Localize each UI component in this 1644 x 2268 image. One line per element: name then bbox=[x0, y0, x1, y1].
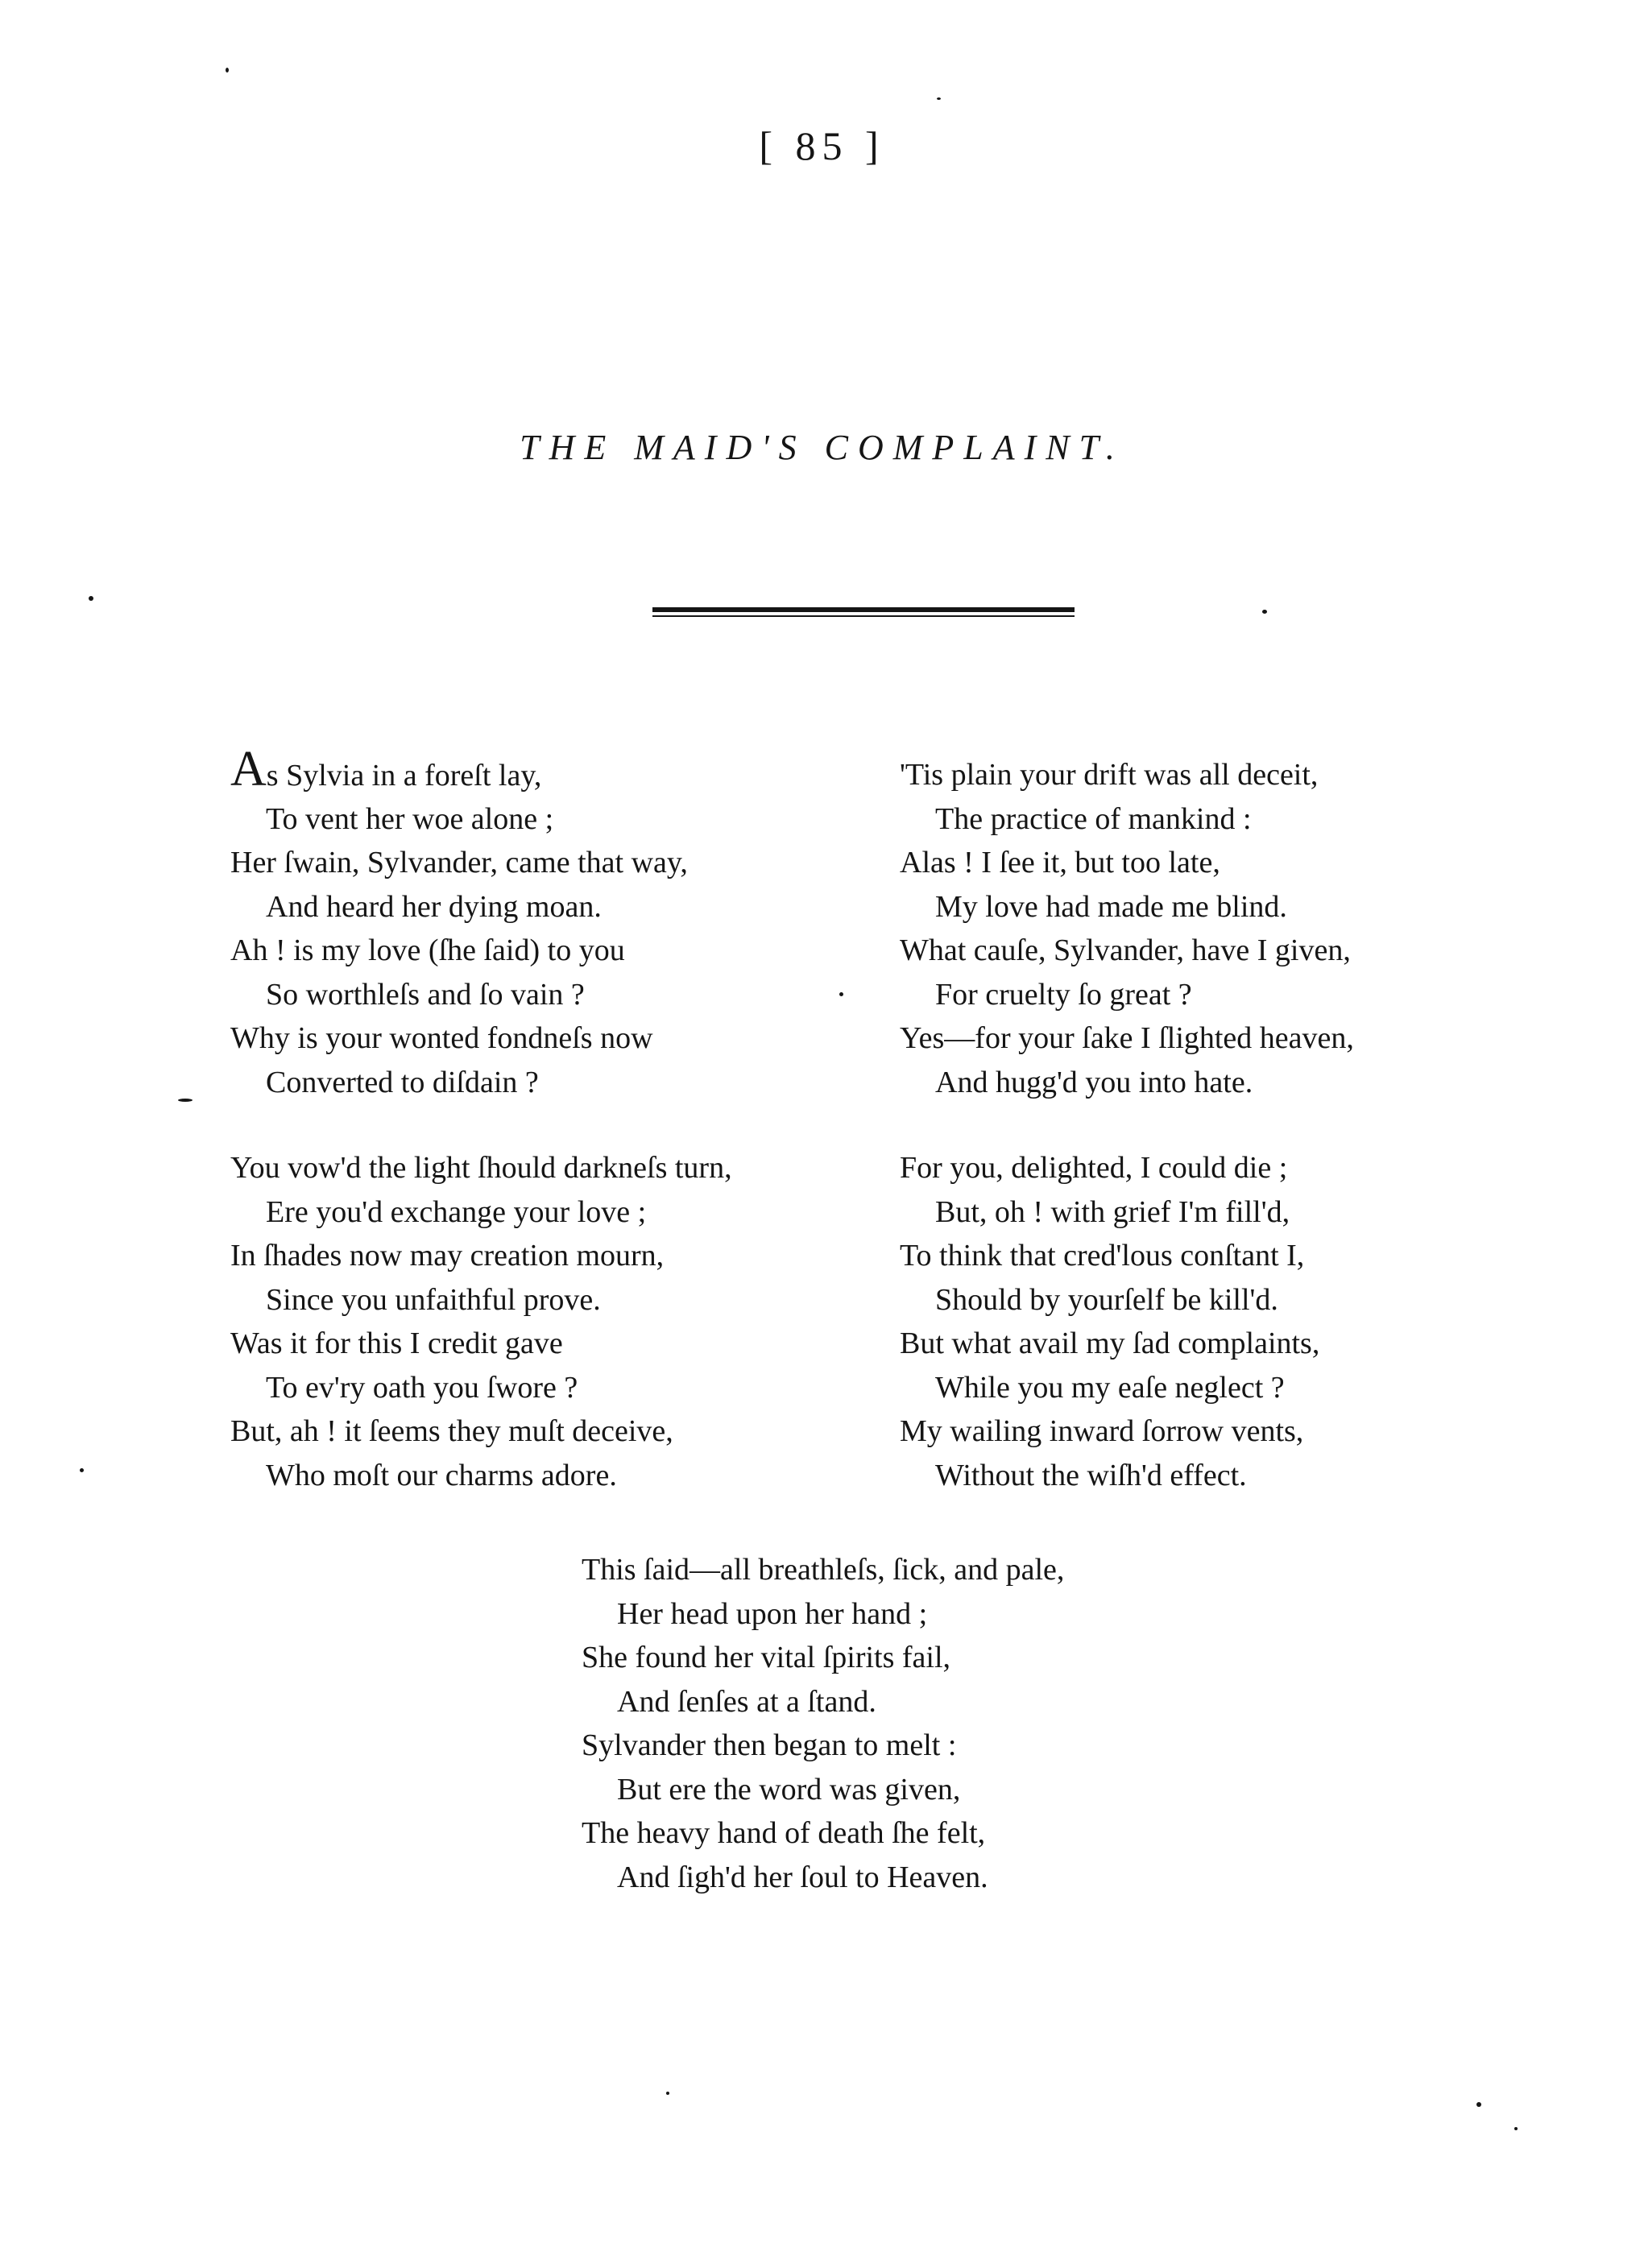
scan-speck bbox=[80, 1468, 84, 1472]
rule-thin-line bbox=[652, 615, 1075, 617]
verse-line: But, ah ! it ſeems they muſt deceive, bbox=[230, 1414, 673, 1448]
verse-line: Why is your wonted fondneſs now bbox=[230, 1021, 653, 1055]
verse-line: What cauſe, Sylvander, have I given, bbox=[900, 933, 1351, 967]
verse-line: But what avail my ſad complaints, bbox=[900, 1326, 1320, 1360]
verse-line bbox=[230, 742, 688, 797]
verse-line: Who moſt our charms adore. bbox=[266, 1458, 617, 1492]
verse-line: And ſenſes at a ſtand. bbox=[617, 1684, 876, 1719]
title-rule-divider bbox=[652, 604, 1075, 622]
verse-line: The heavy hand of death ſhe felt, bbox=[582, 1816, 986, 1850]
left-stanza-1 bbox=[230, 742, 688, 1104]
verse-line: To vent her woe alone ; bbox=[266, 801, 554, 836]
verse-line: Should by yourſelf be kill'd. bbox=[935, 1282, 1278, 1317]
scan-speck bbox=[1476, 2102, 1481, 2107]
verse-line: Her ſwain, Sylvander, came that way, bbox=[230, 846, 688, 879]
verse-line: My love had made me blind. bbox=[935, 889, 1287, 924]
verse-line: And heard her dying moan. bbox=[266, 889, 602, 924]
verse-line: Since you unfaithful prove. bbox=[266, 1282, 601, 1317]
verse-line: And ſigh'd her ſoul to Heaven. bbox=[617, 1860, 988, 1894]
verse-line: Ere you'd exchange your love ; bbox=[266, 1194, 647, 1229]
verse-line: Alas ! I ſee it, but too late, bbox=[900, 846, 1220, 879]
verse-line: She found her vital ſpirits fail, bbox=[582, 1641, 951, 1674]
scan-speck bbox=[89, 596, 93, 601]
verse-line: But, oh ! with grief I'm fill'd, bbox=[935, 1194, 1290, 1229]
scan-speck bbox=[1262, 610, 1267, 614]
verse-line: Ah ! is my love (ſhe ſaid) to you bbox=[230, 933, 625, 967]
verse-line: In ſhades now may creation mourn, bbox=[230, 1239, 665, 1273]
verse-line: So worthleſs and ſo vain ? bbox=[266, 977, 585, 1012]
scan-speck bbox=[666, 2092, 669, 2095]
scan-speck bbox=[226, 68, 229, 72]
scan-speck bbox=[178, 1099, 193, 1102]
right-stanza-1 bbox=[900, 753, 1354, 1104]
verse-line: This ſaid—all breathleſs, ſick, and pale, bbox=[582, 1553, 1065, 1587]
scan-speck bbox=[839, 992, 843, 996]
right-stanza-2 bbox=[900, 1146, 1319, 1497]
scan-speck bbox=[937, 97, 941, 100]
verse-line: Was it for this I credit gave bbox=[230, 1326, 563, 1360]
scan-speck bbox=[1514, 2127, 1518, 2130]
verse-line: 'Tis plain your drift was all deceit, bbox=[900, 758, 1319, 792]
final-stanza bbox=[582, 1548, 1064, 1899]
verse-line: Yes—for your ſake I ſlighted heaven, bbox=[900, 1021, 1354, 1055]
poem-title: THE MAID'S COMPLAINT. bbox=[520, 428, 1124, 467]
verse-line: To ev'ry oath you ſwore ? bbox=[266, 1370, 578, 1405]
rule-thick-line bbox=[652, 607, 1075, 612]
verse-line-text: s Sylvia in a foreſt lay, bbox=[266, 759, 542, 793]
verse-line: Her head upon her hand ; bbox=[617, 1596, 928, 1631]
verse-line: For you, delighted, I could die ; bbox=[900, 1151, 1288, 1185]
drop-capital: A bbox=[230, 742, 267, 797]
verse-line: Converted to diſdain ? bbox=[266, 1065, 539, 1099]
verse-line: Without the wiſh'd effect. bbox=[935, 1458, 1247, 1492]
page-number: [ 85 ] bbox=[759, 123, 885, 168]
verse-line: And hugg'd you into hate. bbox=[935, 1065, 1253, 1099]
verse-line: You vow'd the light ſhould darkneſs turn, bbox=[230, 1151, 732, 1185]
left-stanza-2 bbox=[230, 1146, 732, 1497]
verse-line: Sylvander then began to melt : bbox=[582, 1728, 957, 1762]
verse-line: The practice of mankind : bbox=[935, 801, 1252, 836]
verse-line: While you my eaſe neglect ? bbox=[935, 1370, 1285, 1405]
verse-line: To think that cred'lous conſtant I, bbox=[900, 1239, 1305, 1273]
verse-line: For cruelty ſo great ? bbox=[935, 977, 1192, 1012]
verse-line: But ere the word was given, bbox=[617, 1772, 961, 1807]
verse-line: My wailing inward ſorrow vents, bbox=[900, 1414, 1304, 1448]
